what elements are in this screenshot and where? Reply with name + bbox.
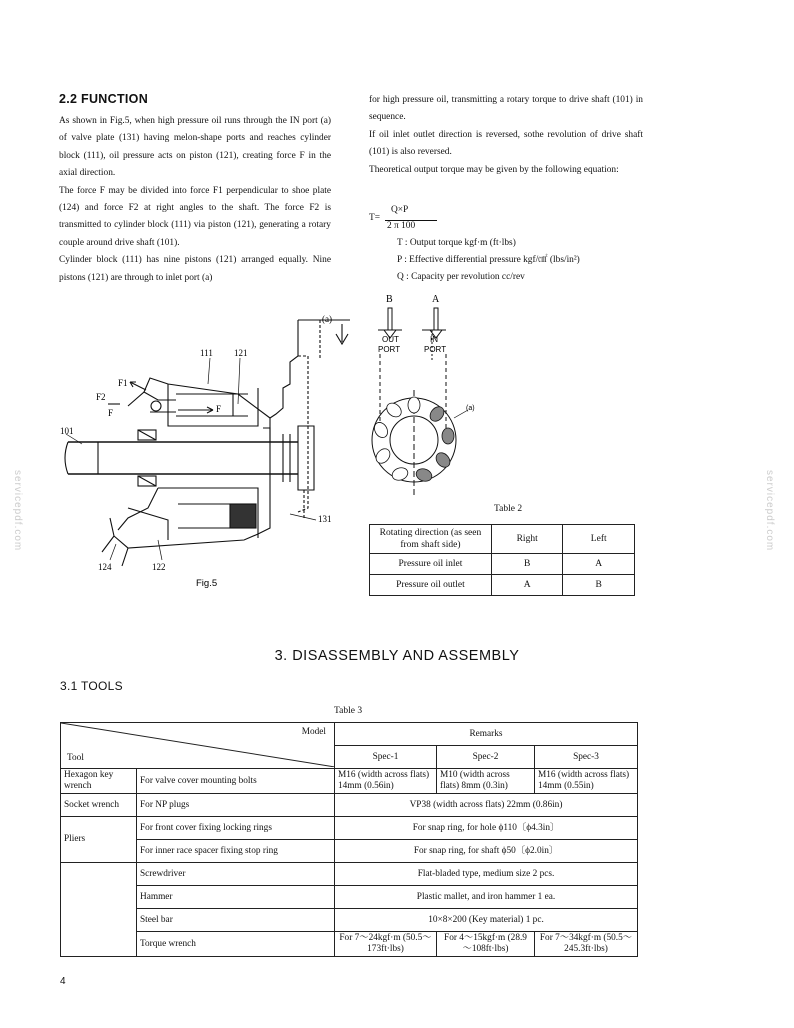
fig5-label-121: 121 [234,348,248,358]
fig5-label-a: (a) [322,314,332,324]
section-3-1-heading: 3.1 TOOLS [60,679,123,693]
table-row [61,932,638,957]
remark-cell: For snap ring, for shaft ϕ50〔ϕ2.0in〕 [335,840,638,863]
table2-rotation-direction [369,524,635,596]
remark-cell: Plastic mallet, and iron hammer 1 ea. [335,886,638,909]
equation-lhs: T= [369,213,381,223]
spec2-cell: For 4～15kgf·m (28.9～108ft·lbs) [437,932,535,957]
fig5-label-101: 101 [60,426,74,436]
blank-cell [61,932,137,957]
table-row [61,794,638,817]
spec2-cell: M10 (width across flats) 8mm (0.3in) [437,769,535,794]
port-label-a: (a) [466,405,475,412]
legend-torque: T : Output torque kgf·m (ft·lbs) [397,238,516,248]
blank-cell [61,863,137,886]
table2-header-right: Right [491,525,563,554]
fig5-label-F: F [108,408,114,418]
table-row [61,886,638,909]
equation-denominator: 2 π 100 [387,221,416,231]
page-number: 4 [60,976,66,987]
table-row [370,525,635,554]
fig5-label-111: 111 [200,348,213,358]
section-2-2-right-column [369,92,643,179]
fig5-label-122: 122 [152,562,166,572]
table-row [61,909,638,932]
table2-cell: Pressure oil outlet [370,575,492,596]
tool-use: For NP plugs [137,794,335,817]
tool-name: Steel bar [137,909,335,932]
diagonal-divider [61,723,335,767]
in-port-line1: IN [430,335,438,344]
equation-numerator: Q×P [391,205,409,215]
section-2-2-left-column [59,92,331,287]
model-label: Model [301,727,326,737]
model-tool-diagonal-cell [61,723,335,769]
table-row [61,863,638,886]
fig5-label-F-piston: F [216,404,222,414]
legend-capacity: Q : Capacity per revolution cc/rev [397,272,525,282]
tool-use: For front cover fixing locking rings [137,817,335,840]
spec3-cell: M16 (width across flats) 14mm (0.55in) [535,769,638,794]
spec1-cell: For 7～24kgf·m (50.5～173ft·lbs) [335,932,437,957]
function-paragraph-3: Cylinder block (111) has nine pistons (121) arranged equally. Nine pistons (121) are through to inlet port (a) [59,255,331,283]
out-port-line1: OUT [382,335,399,344]
section-2-2-heading: 2.2 FUNCTION [59,92,149,106]
table-row [61,817,638,840]
port-label-B: B [386,294,393,305]
spec1-header: Spec-1 [335,746,437,769]
fig5-pump-cross-section [58,308,350,590]
tool-name: Hammer [137,886,335,909]
out-port-line2: PORT [378,345,401,354]
function-paragraph-6: Theoretical output torque may be given by the following equation: [369,164,619,175]
table-row [61,769,638,794]
remarks-header: Remarks [335,723,638,746]
table2-header-direction: Rotating direction (as seen from shaft side) [370,525,492,554]
function-paragraph-2: The force F may be divided into force F1 perpendicular to shoe plate (124) and force F2 at right angles to the shaft. The force F2 is transmitted to cylinder block (111) via piston (121), generating a rotary couple around drive shaft (101). [59,185,331,248]
table3-tools [60,722,638,957]
tool-name: Pliers [61,817,137,863]
remark-cell: Flat-bladed type, medium size 2 pcs. [335,863,638,886]
table2-cell: Pressure oil inlet [370,554,492,575]
tool-use: For inner race spacer fixing stop ring [137,840,335,863]
remark-cell: 10×8×200 (Key material) 1 pc. [335,909,638,932]
tool-label: Tool [67,753,84,763]
in-port-line2: PORT [424,345,447,354]
fig5-label-F1: F1 [118,378,128,388]
tool-name: Hexagon key wrench [61,769,137,794]
torque-equation [369,203,639,293]
table3-caption: Table 3 [334,706,363,716]
table2-header-left: Left [563,525,635,554]
fig5-label-131: 131 [318,514,332,524]
table2-cell: A [491,575,563,596]
function-paragraph-5: If oil inlet outlet direction is reversed, sothe revolution of drive shaft (101) is also reversed. [369,129,643,158]
table-row [61,840,638,863]
port-label-A: A [432,294,440,305]
fig5-label-124: 124 [98,562,112,572]
table2-cell: A [563,554,635,575]
spec3-header: Spec-3 [535,746,638,769]
table-row [61,723,638,746]
section-3-heading: 3. DISASSEMBLY AND ASSEMBLY [274,648,520,664]
tool-name: Screwdriver [137,863,335,886]
watermark-right: servicepdf.com [764,470,775,552]
fig5-label-F2: F2 [96,392,106,402]
table-row [370,554,635,575]
function-paragraph-4: for high pressure oil, transmitting a rotary torque to drive shaft (101) in sequence. [369,95,643,123]
watermark-left: servicepdf.com [12,470,23,552]
spec3-cell: For 7～34kgf·m (50.5～245.3ft·lbs) [535,932,638,957]
spec2-header: Spec-2 [437,746,535,769]
function-paragraph-1: As shown in Fig.5, when high pressure oil runs through the IN port (a) of valve plate (131) having melon-shape ports and reaches cylinder block (111), oil pressure acts on piston (121), creating force F in the axial direction. [59,116,331,179]
table-row [370,575,635,596]
blank-cell [61,909,137,932]
table2-cell: B [563,575,635,596]
tool-name: Socket wrench [61,794,137,817]
remark-cell: VP38 (width across flats) 22mm (0.86in) [335,794,638,817]
spec1-cell: M16 (width across flats) 14mm (0.56in) [335,769,437,794]
legend-pressure: P : Effective differential pressure kgf/㎠ (lbs/in²) [397,255,580,265]
valve-plate-port-diagram [358,290,498,516]
remark-cell: For snap ring, for hole ϕ110〔ϕ4.3in〕 [335,817,638,840]
table2-caption: Table 2 [494,504,523,514]
blank-cell [61,886,137,909]
table2-cell: B [491,554,563,575]
fig5-caption: Fig.5 [196,578,218,589]
tool-name: Torque wrench [137,932,335,957]
tool-use: For valve cover mounting bolts [137,769,335,794]
